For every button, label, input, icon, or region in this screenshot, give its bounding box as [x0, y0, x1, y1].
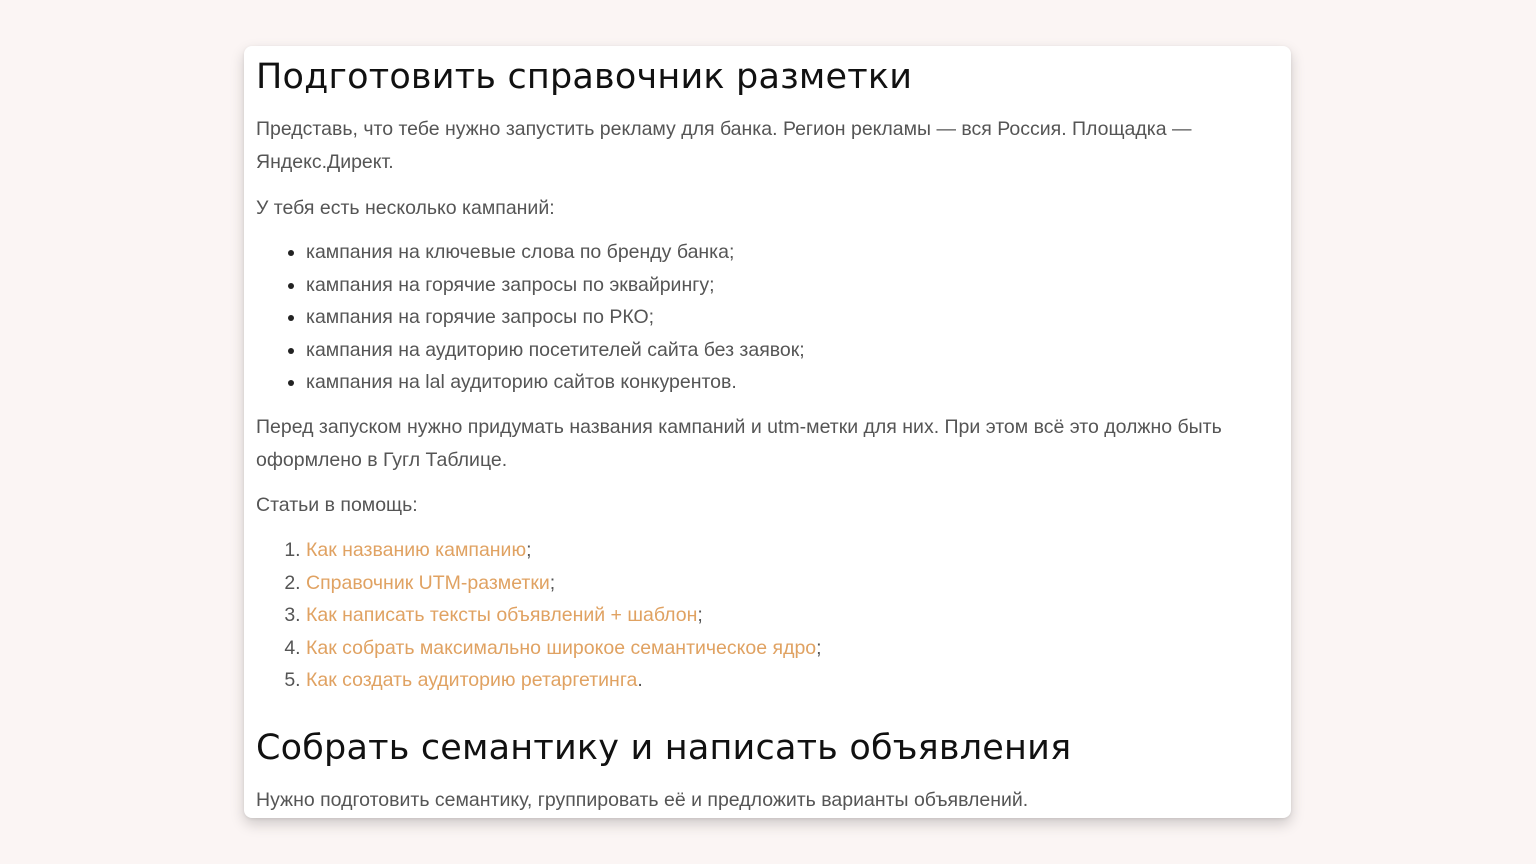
list-item: • кампания на ключевые слова по бренду банка;	[306, 236, 1279, 269]
list-item-suffix: ;	[526, 539, 532, 561]
list-item: • кампания на горячие запросы по эквайрингу;	[306, 269, 1279, 302]
list-item	[306, 534, 1279, 567]
campaign-list	[256, 236, 1279, 399]
campaigns-lead: У тебя есть несколько кампаний:	[256, 197, 555, 219]
list-item: • кампания на горячие запросы по РКО;	[306, 301, 1279, 334]
list-item	[306, 632, 1279, 665]
section-title: Подготовить справочник разметки	[256, 57, 913, 97]
list-item-suffix: ;	[697, 604, 703, 626]
articles-lead: Статьи в помощь:	[256, 494, 418, 516]
list-item: • кампания на lal аудиторию сайтов конкурентов.	[306, 366, 1279, 399]
section-title: Собрать семантику и написать объявления	[256, 728, 1072, 768]
list-item-suffix: ;	[549, 571, 556, 594]
article-link[interactable]: Как названию кампанию	[306, 539, 527, 561]
intro-paragraph: Представь, что тебе нужно запустить рекламу для банка. Регион рекламы — вся Россия. Площадка — Яндекс.Директ.	[256, 118, 1192, 173]
list-item	[306, 567, 1279, 600]
content-card	[244, 46, 1291, 818]
list-item-suffix: ;	[816, 636, 822, 659]
task-paragraph: Перед запуском нужно придумать названия кампаний и utm-метки для них. При этом всё это должно быть оформлено в Гугл Таблице.	[256, 416, 1222, 471]
list-item	[306, 599, 1279, 632]
article-link[interactable]: Справочник UTM-разметки	[306, 571, 550, 594]
list-item	[306, 664, 1279, 697]
article-link[interactable]: Как создать аудиторию ретаргетинга	[306, 669, 638, 691]
section2-intro: Нужно подготовить семантику, группировать её и предложить варианты объявлений.	[256, 789, 1029, 811]
list-item: • кампания на аудиторию посетителей сайта без заявок;	[306, 334, 1279, 367]
list-item-suffix: .	[637, 669, 643, 691]
articles-list	[256, 534, 1279, 697]
article-link[interactable]: Как собрать максимально широкое семантическое ядро	[306, 636, 817, 659]
article-link[interactable]: Как написать тексты объявлений + шаблон	[306, 604, 698, 626]
